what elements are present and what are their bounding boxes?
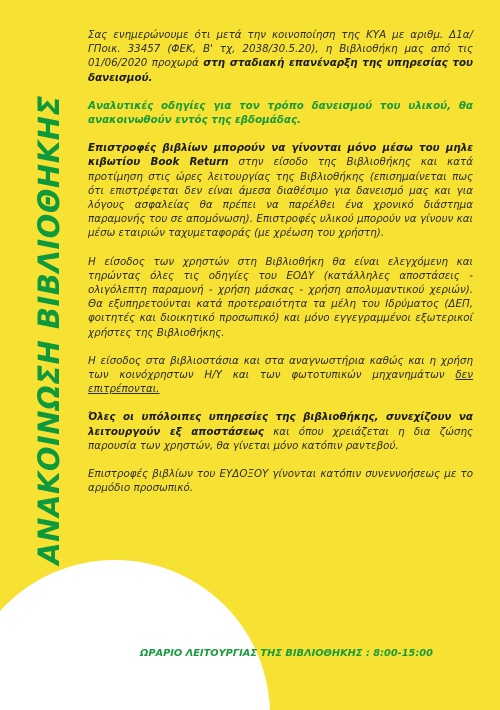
paragraph-stacks-text: Η είσοδος στα βιβλιοστάσια και στα αναγνωστήρια καθώς και η χρήση των κοινόχρηστων Η/Υ και των φωτοτυπικών μηχανημάτων <box>88 354 473 382</box>
announcement-body <box>88 28 473 509</box>
paragraph-instructions: Αναλυτικές οδηγίες για τον τρόπο δανεισμού του υλικού, θα ανακοινωθούν εντός της εβδομάδας. <box>88 99 473 127</box>
decorative-circle <box>0 560 270 710</box>
paragraph-returns-bold: Επιστροφές βιβλίων μπορούν να γίνονται μόνο μέσω του μηλε κιβωτίου Book Return <box>88 142 473 169</box>
paragraph-reopening <box>88 28 473 85</box>
paragraph-eudoxus: Επιστροφές βιβλίων του ΕΥΔΟΞΟΥ γίνονται κατόπιν συνεννοήσεως με το αρμόδιο προσωπικό. <box>88 468 473 495</box>
opening-hours: ΩΡΑΡΙΟ ΛΕΙΤΟΥΡΓΙΑΣ ΤΗΣ ΒΙΒΛΙΟΘΗΚΗΣ : 8:00-15:00 <box>140 648 433 659</box>
paragraph-stacks-underline: δεν επιτρέπονται. <box>88 369 473 396</box>
side-title: ΑΝΑΚΟΙΝΩΣΗ ΒΙΒΛΙΟΘΗΚΗΣ <box>32 95 66 565</box>
paragraph-services <box>88 410 473 453</box>
paragraph-reopening-text: Σας ενημερώνουμε ότι μετά την κοινοποίηση της ΚΥΑ με αριθμ. Δ1α/ΓΠοικ. 33457 (ΦΕΚ, Β' τχ, 2038/30.5.20), η Βιβλιοθήκη μας από τις 01/06/2020 προχωρά <box>88 29 473 70</box>
paragraph-reopening-bold: στη σταδιακή επανέναρξη της υπηρεσίας του δανεισμού. <box>88 57 473 84</box>
paragraph-entry: Η είσοδος των χρηστών στη Βιβλιοθήκη θα είναι ελεγχόμενη και τηρώντας όλες τις οδηγίες του ΕΟΔΥ (κατάλληλες αποστάσεις - ολιγόλεπτη παραμονή - χρήση μάσκας - χρήση απολυμαντικού χεριών). Θα εξυπηρετούνται κατά προτεραιότητα τα μέλη του Ιδρύματος (ΔΕΠ, φοιτητές και διοικητικό προσωπικό) και μόνο εγγεγραμμένοι εξωτερικοί χρήστες της Βιβλιοθήκης. <box>88 255 473 339</box>
paragraph-services-text: και όπου χρειάζεται η δια ζώσης παρουσία των χρηστών, θα γίνεται μόνο κατόπιν ραντεβού. <box>88 425 474 452</box>
paragraph-services-bold: Όλες οι υπόλοιπες υπηρεσίες της βιβλιοθήκης, συνεχίζουν να λειτουργούν εξ αποστάσεως <box>88 411 473 438</box>
paragraph-returns-text: στην είσοδο της Βιβλιοθήκης και κατά προτίμηση στις ώρες λειτουργίας της Βιβλιοθήκης (επισημαίνεται πως ότι επιστρέφεται δεν είναι άμεσα διαθέσιμο για δανεισμό μας και για λόγους ασφαλείας θα πρέπει να παρέλθει ένα χρονικό διάστημα παραμονής του σε απομόνωση). Επιστροφές υλικού μπορούν να γίνουν και μέσω εταιριών ταχυμεταφοράς (με χρέωση του χρήστη). <box>88 156 473 240</box>
paragraph-returns <box>88 141 473 240</box>
paragraph-stacks <box>88 354 473 397</box>
